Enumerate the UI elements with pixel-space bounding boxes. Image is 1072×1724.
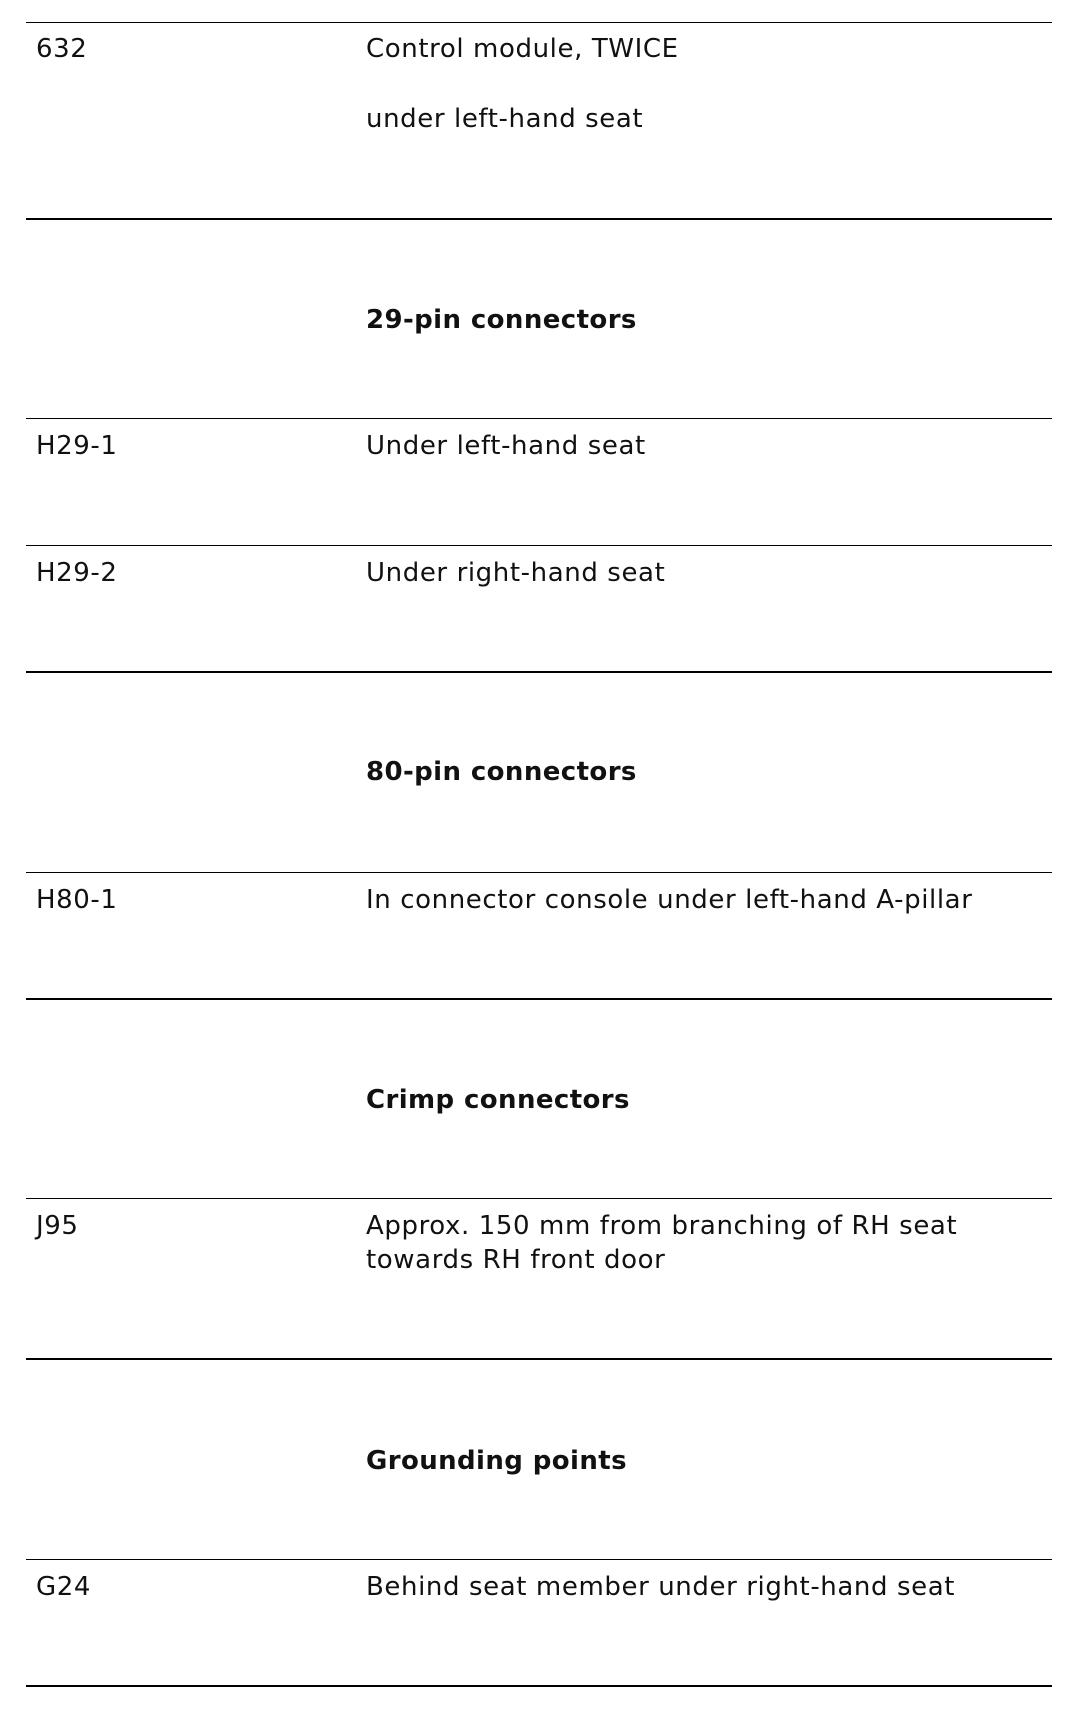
component-location: Behind seat member under right-hand seat <box>366 1572 956 1602</box>
table-rule <box>26 1198 1052 1199</box>
table-rule <box>26 998 1052 1000</box>
component-location: Under right-hand seat <box>366 558 666 588</box>
component-code: J95 <box>36 1211 79 1241</box>
table-rule <box>26 1358 1052 1360</box>
table-rule <box>26 418 1052 419</box>
section-heading: Crimp connectors <box>366 1085 630 1115</box>
component-location: In connector console under left-hand A-pillar <box>366 885 973 915</box>
component-code: H29-2 <box>36 558 118 588</box>
table-rule <box>26 218 1052 220</box>
table-rule <box>26 872 1052 873</box>
table-rule <box>26 1559 1052 1560</box>
component-code: 632 <box>36 34 88 64</box>
location-line: Approx. 150 mm from branching of RH seat <box>366 1211 958 1241</box>
component-location <box>366 32 679 136</box>
table-rule <box>26 671 1052 673</box>
component-location <box>366 1209 957 1277</box>
component-code: H29-1 <box>36 431 118 461</box>
table-rule <box>26 545 1052 546</box>
section-heading: Grounding points <box>366 1446 627 1476</box>
location-line: Control module, TWICE <box>366 34 679 64</box>
component-location: Under left-hand seat <box>366 431 646 461</box>
section-heading: 29-pin connectors <box>366 305 637 335</box>
table-rule <box>26 1685 1052 1687</box>
component-code: G24 <box>36 1572 92 1602</box>
location-line: under left-hand seat <box>366 104 644 134</box>
table-rule <box>26 22 1052 23</box>
section-heading: 80-pin connectors <box>366 757 637 787</box>
component-code: H80-1 <box>36 885 118 915</box>
location-line: towards RH front door <box>366 1245 666 1275</box>
